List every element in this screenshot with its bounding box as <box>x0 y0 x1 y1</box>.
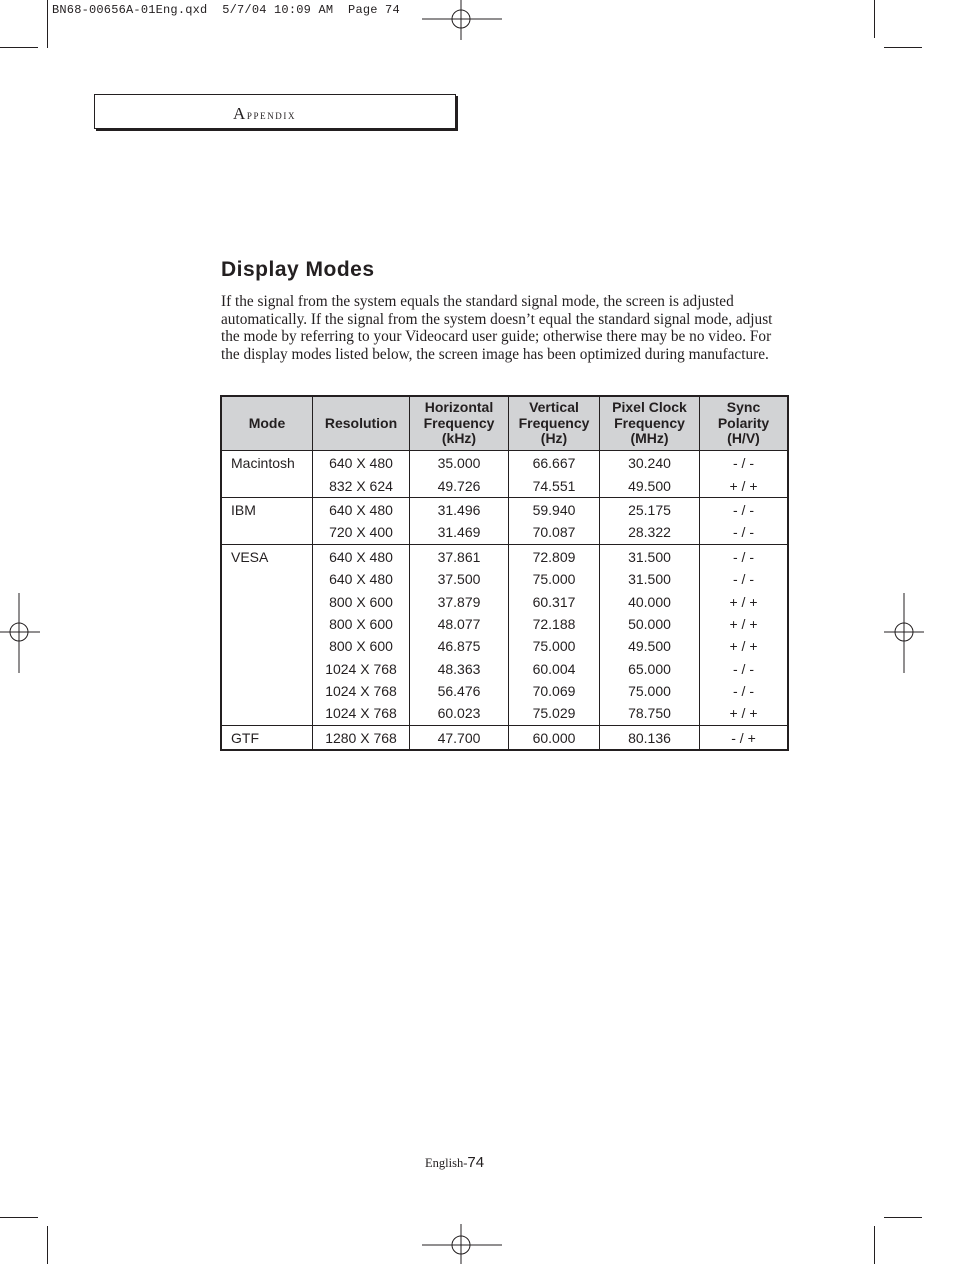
sync-polarity-cell: - / - <box>700 658 789 680</box>
resolution-cell: 640 X 480 <box>313 451 410 475</box>
mode-cell: GTF <box>221 725 313 750</box>
resolution-cell: 800 X 600 <box>313 613 410 635</box>
header-line: Polarity <box>717 414 770 431</box>
table-row <box>221 702 788 725</box>
registration-mark-bottom-icon <box>422 1224 502 1264</box>
resolution-cell: 832 X 624 <box>313 474 410 497</box>
pixel-clock-cell: 49.500 <box>600 474 700 497</box>
display-modes-table <box>220 395 789 751</box>
page-footer <box>425 1154 484 1171</box>
table-row <box>221 680 788 702</box>
pixel-clock-cell: 40.000 <box>600 590 700 612</box>
mode-cell <box>221 613 313 635</box>
sync-polarity-cell: + / + <box>700 613 789 635</box>
pixel-clock-cell: 49.500 <box>600 635 700 657</box>
table-row <box>221 474 788 497</box>
vertical-frequency-cell: 70.087 <box>509 521 600 544</box>
mode-cell <box>221 590 313 612</box>
vertical-frequency-cell: 59.940 <box>509 497 600 521</box>
table-row <box>221 521 788 544</box>
resolution-cell: 800 X 600 <box>313 635 410 657</box>
table-row <box>221 497 788 521</box>
table-row <box>221 613 788 635</box>
vertical-frequency-cell: 60.000 <box>509 725 600 750</box>
header-line: (H/V) <box>727 430 760 447</box>
horizontal-frequency-cell: 37.500 <box>410 568 509 590</box>
sync-polarity-cell: + / + <box>700 702 789 725</box>
section-label: Appendix <box>233 104 297 123</box>
pixel-clock-cell: 28.322 <box>600 521 700 544</box>
header-line: Frequency <box>423 414 495 431</box>
vertical-frequency-cell: 70.069 <box>509 680 600 702</box>
table-body <box>221 451 788 751</box>
resolution-cell: 1024 X 768 <box>313 658 410 680</box>
resolution-cell: 640 X 480 <box>313 568 410 590</box>
vertical-frequency-cell: 75.000 <box>509 568 600 590</box>
resolution-cell: 800 X 600 <box>313 590 410 612</box>
footer-language: English- <box>425 1156 468 1170</box>
table-row <box>221 544 788 568</box>
mode-cell <box>221 702 313 725</box>
sync-polarity-cell: - / + <box>700 725 789 750</box>
horizontal-frequency-cell: 48.077 <box>410 613 509 635</box>
resolution-cell: 1024 X 768 <box>313 680 410 702</box>
header-sync-polarity <box>700 396 789 451</box>
pixel-clock-cell: 30.240 <box>600 451 700 475</box>
header-line: Horizontal <box>424 399 494 416</box>
horizontal-frequency-cell: 56.476 <box>410 680 509 702</box>
registration-mark-left-icon <box>0 593 40 673</box>
vertical-frequency-cell: 74.551 <box>509 474 600 497</box>
header-line: Frequency <box>614 414 685 431</box>
registration-mark-right-icon <box>884 593 924 673</box>
horizontal-frequency-cell: 49.726 <box>410 474 509 497</box>
header-vertical-frequency <box>509 396 600 451</box>
vertical-frequency-cell: 75.029 <box>509 702 600 725</box>
sync-polarity-cell: - / - <box>700 451 789 475</box>
header-line: Frequency <box>518 414 590 431</box>
header-line: (MHz) <box>630 430 669 447</box>
intro-paragraph: If the signal from the system equals the standard signal mode, the screen is adjusted automatically. If the signal from the system doesn’t equal the standard signal mode, adjust the mode by referring to your Videocard user guide; otherwise there may be no video. For the display modes listed below, the screen image has been optimized during manufacture. <box>221 293 773 363</box>
sync-polarity-cell: - / - <box>700 568 789 590</box>
table-header-row <box>221 396 788 451</box>
vertical-frequency-cell: 66.667 <box>509 451 600 475</box>
mode-cell <box>221 658 313 680</box>
header-line: Resolution <box>324 414 398 431</box>
vertical-frequency-cell: 60.317 <box>509 590 600 612</box>
print-slug-line: BN68-00656A-01Eng.qxd 5/7/04 10:09 AM Page 74 <box>52 3 400 17</box>
vertical-frequency-cell: 60.004 <box>509 658 600 680</box>
header-line: (kHz) <box>441 430 477 447</box>
horizontal-frequency-cell: 37.879 <box>410 590 509 612</box>
header-pixel-clock <box>600 396 700 451</box>
section-header-box <box>94 94 456 129</box>
horizontal-frequency-cell: 60.023 <box>410 702 509 725</box>
horizontal-frequency-cell: 31.496 <box>410 497 509 521</box>
pixel-clock-cell: 50.000 <box>600 613 700 635</box>
resolution-cell: 640 X 480 <box>313 497 410 521</box>
sync-polarity-cell: - / - <box>700 544 789 568</box>
sync-polarity-cell: - / - <box>700 521 789 544</box>
horizontal-frequency-cell: 31.469 <box>410 521 509 544</box>
resolution-cell: 1024 X 768 <box>313 702 410 725</box>
resolution-cell: 640 X 480 <box>313 544 410 568</box>
table-row <box>221 590 788 612</box>
resolution-cell: 1280 X 768 <box>313 725 410 750</box>
table-row <box>221 451 788 475</box>
table-row <box>221 568 788 590</box>
header-line: Sync <box>726 399 761 416</box>
pixel-clock-cell: 25.175 <box>600 497 700 521</box>
vertical-frequency-cell: 72.809 <box>509 544 600 568</box>
pixel-clock-cell: 31.500 <box>600 568 700 590</box>
sync-polarity-cell: - / - <box>700 497 789 521</box>
mode-cell: VESA <box>221 544 313 568</box>
header-line: (Hz) <box>540 430 568 447</box>
sync-polarity-cell: + / + <box>700 590 789 612</box>
header-mode <box>221 396 313 451</box>
horizontal-frequency-cell: 37.861 <box>410 544 509 568</box>
page-number: 74 <box>467 1154 485 1171</box>
mode-cell <box>221 521 313 544</box>
mode-cell: IBM <box>221 497 313 521</box>
resolution-cell: 720 X 400 <box>313 521 410 544</box>
pixel-clock-cell: 78.750 <box>600 702 700 725</box>
sync-polarity-cell: + / + <box>700 635 789 657</box>
pixel-clock-cell: 75.000 <box>600 680 700 702</box>
sync-polarity-cell: + / + <box>700 474 789 497</box>
page-title: Display Modes <box>221 258 375 281</box>
pixel-clock-cell: 65.000 <box>600 658 700 680</box>
header-line: Mode <box>248 414 286 431</box>
table-row <box>221 658 788 680</box>
mode-cell <box>221 680 313 702</box>
table-row <box>221 725 788 750</box>
registration-mark-top-icon <box>422 0 502 40</box>
header-line: Vertical <box>529 399 579 416</box>
pixel-clock-cell: 80.136 <box>600 725 700 750</box>
horizontal-frequency-cell: 47.700 <box>410 725 509 750</box>
table-row <box>221 635 788 657</box>
horizontal-frequency-cell: 48.363 <box>410 658 509 680</box>
header-horizontal-frequency <box>410 396 509 451</box>
mode-cell <box>221 568 313 590</box>
pixel-clock-cell: 31.500 <box>600 544 700 568</box>
horizontal-frequency-cell: 35.000 <box>410 451 509 475</box>
mode-cell <box>221 635 313 657</box>
horizontal-frequency-cell: 46.875 <box>410 635 509 657</box>
vertical-frequency-cell: 72.188 <box>509 613 600 635</box>
vertical-frequency-cell: 75.000 <box>509 635 600 657</box>
header-line: Pixel Clock <box>612 399 687 416</box>
mode-cell <box>221 474 313 497</box>
mode-cell: Macintosh <box>221 451 313 475</box>
sync-polarity-cell: - / - <box>700 680 789 702</box>
header-resolution <box>313 396 410 451</box>
